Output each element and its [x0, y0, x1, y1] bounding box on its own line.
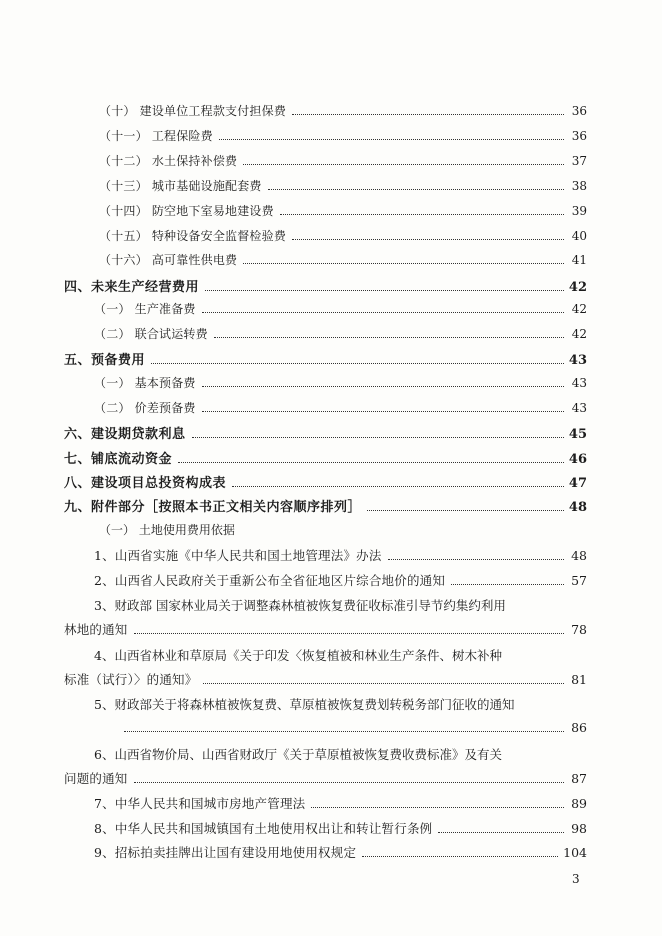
toc-entry[interactable]	[64, 769, 587, 787]
toc-label-line1: 6、山西省物价局、山西省财政厅《关于草原植被恢复费收费标准》及有关	[94, 747, 502, 762]
toc-page-number: 42	[571, 302, 587, 316]
leader-dots	[438, 832, 564, 833]
toc-entry[interactable]	[94, 399, 587, 416]
toc-label: 2、山西省人民政府关于重新公布全省征地区片综合地价的通知	[94, 573, 446, 588]
toc-entry[interactable]	[64, 423, 587, 442]
toc-label-line1: 3、财政部 国家林业局关于调整森林植被恢复费征收标准引导节约集约利用	[94, 598, 506, 613]
leader-dots	[268, 189, 564, 190]
toc-label: （十四） 防空地下室易地建设费	[99, 204, 274, 218]
leader-dots	[451, 584, 564, 585]
toc-label: （一） 生产准备费	[94, 302, 196, 316]
toc-entry[interactable]	[64, 670, 587, 688]
toc-page-number: 86	[571, 720, 587, 735]
toc-label: （二） 价差预备费	[94, 401, 196, 415]
leader-dots	[243, 164, 564, 165]
leader-dots	[243, 263, 564, 264]
toc-entry[interactable]	[99, 227, 587, 244]
toc-page-number: 81	[571, 672, 587, 687]
toc-label-line1: 4、山西省林业和草原局《关于印发〈恢复植被和林业生产条件、树木补种	[94, 648, 502, 663]
toc-label: 8、中华人民共和国城镇国有土地使用权出让和转让暂行条例	[94, 821, 433, 836]
toc-entry[interactable]	[99, 127, 587, 144]
leader-dots	[134, 782, 564, 783]
toc-label-line2: 标准（试行）〉的通知》	[64, 672, 198, 687]
toc-page-number: 36	[571, 129, 587, 143]
toc-page-number: 45	[568, 427, 587, 442]
toc-label: （十六） 高可靠性供电费	[99, 253, 238, 267]
leader-dots	[232, 486, 564, 487]
leader-dots	[202, 312, 564, 313]
toc-entry[interactable]	[99, 177, 587, 194]
toc-label-line1: 5、财政部关于将森林植被恢复费、草原植被恢复费划转税务部门征收的通知	[94, 697, 515, 712]
leader-dots	[292, 114, 564, 115]
toc-page-number: 43	[568, 353, 587, 368]
toc-label-line2: 问题的通知	[64, 771, 128, 786]
toc-entry[interactable]	[94, 374, 587, 391]
leader-dots	[292, 239, 564, 240]
leader-dots	[362, 856, 558, 857]
toc-entry[interactable]	[99, 102, 587, 119]
toc-label: 八、建设项目总投资构成表	[64, 476, 227, 491]
toc-label: 9、招标拍卖挂牌出让国有建设用地使用权规定	[94, 845, 357, 860]
toc-entry[interactable]	[64, 472, 587, 491]
toc-entry[interactable]	[64, 448, 587, 467]
toc-label: 四、未来生产经营费用	[64, 280, 200, 295]
leader-dots	[311, 807, 564, 808]
toc-subheading: （一） 土地使用费用依据	[99, 523, 235, 537]
toc-label: 六、建设期贷款利息	[64, 427, 186, 442]
toc-page-number: 48	[568, 500, 587, 515]
leader-dots	[367, 510, 564, 511]
leader-dots	[134, 633, 564, 634]
toc-page-number: 78	[571, 622, 587, 637]
toc-entry[interactable]	[94, 325, 587, 342]
toc-page-number: 43	[571, 376, 587, 390]
toc-label: 九、附件部分［按照本书正文相关内容顺序排列］	[64, 500, 362, 515]
leader-dots	[280, 214, 564, 215]
leader-dots	[219, 139, 564, 140]
toc-entry[interactable]	[99, 202, 587, 219]
toc-page-number: 39	[571, 204, 587, 218]
leader-dots	[151, 363, 564, 364]
toc-page-number: 38	[571, 179, 587, 193]
leader-dots	[203, 683, 564, 684]
toc-entry[interactable]	[94, 794, 587, 812]
leader-dots	[205, 290, 564, 291]
toc-entry[interactable]	[94, 300, 587, 317]
toc-page-number: 37	[571, 154, 587, 168]
page-number: 3	[572, 872, 580, 886]
toc-label-line2: 林地的通知	[64, 622, 128, 637]
toc-label: 7、中华人民共和国城市房地产管理法	[94, 796, 306, 811]
leader-dots	[202, 411, 564, 412]
toc-entry[interactable]	[64, 620, 587, 638]
toc-entry[interactable]	[99, 152, 587, 169]
toc-label: （十） 建设单位工程款支付担保费	[99, 104, 287, 118]
toc-page-number: 40	[571, 229, 587, 243]
toc-page-number: 43	[571, 401, 587, 415]
toc-page-number: 98	[571, 821, 587, 836]
leader-dots	[124, 731, 564, 732]
toc-entry[interactable]	[64, 720, 587, 735]
toc-label: 1、山西省实施《中华人民共和国土地管理法》办法	[94, 548, 382, 563]
leader-dots	[178, 462, 564, 463]
toc-entry[interactable]	[94, 546, 587, 564]
toc-entry[interactable]	[64, 276, 587, 295]
toc-entry[interactable]	[99, 251, 587, 268]
toc-label: （一） 基本预备费	[94, 376, 196, 390]
toc-page-number: 57	[571, 573, 587, 588]
toc-page-number: 104	[563, 845, 587, 860]
toc-label: （十三） 城市基础设施配套费	[99, 179, 262, 193]
leader-dots	[192, 437, 564, 438]
toc-page-number: 46	[568, 452, 587, 467]
toc-page-number: 41	[571, 253, 587, 267]
toc-label: （二） 联合试运转费	[94, 327, 208, 341]
toc-entry[interactable]	[94, 819, 587, 837]
toc-label: （十二） 水土保持补偿费	[99, 154, 238, 168]
toc-page-number: 42	[571, 327, 587, 341]
leader-dots	[202, 386, 564, 387]
toc-entry[interactable]	[64, 496, 587, 515]
toc-page-number: 89	[571, 796, 587, 811]
leader-dots	[388, 559, 564, 560]
leader-dots	[214, 337, 564, 338]
toc-label: （十一） 工程保险费	[99, 129, 213, 143]
toc-page-number: 47	[568, 476, 587, 491]
toc-page-number: 42	[568, 280, 587, 295]
toc-label: 五、预备费用	[64, 353, 146, 368]
toc-page-number: 87	[571, 771, 587, 786]
toc-entry[interactable]	[94, 843, 587, 861]
toc-label: 七、铺底流动资金	[64, 452, 173, 467]
toc-page-number: 48	[571, 548, 587, 563]
toc-entry[interactable]	[64, 349, 587, 368]
toc-page-number: 36	[571, 104, 587, 118]
toc-label: （十五） 特种设备安全监督检验费	[99, 229, 287, 243]
toc-entry[interactable]	[94, 571, 587, 589]
